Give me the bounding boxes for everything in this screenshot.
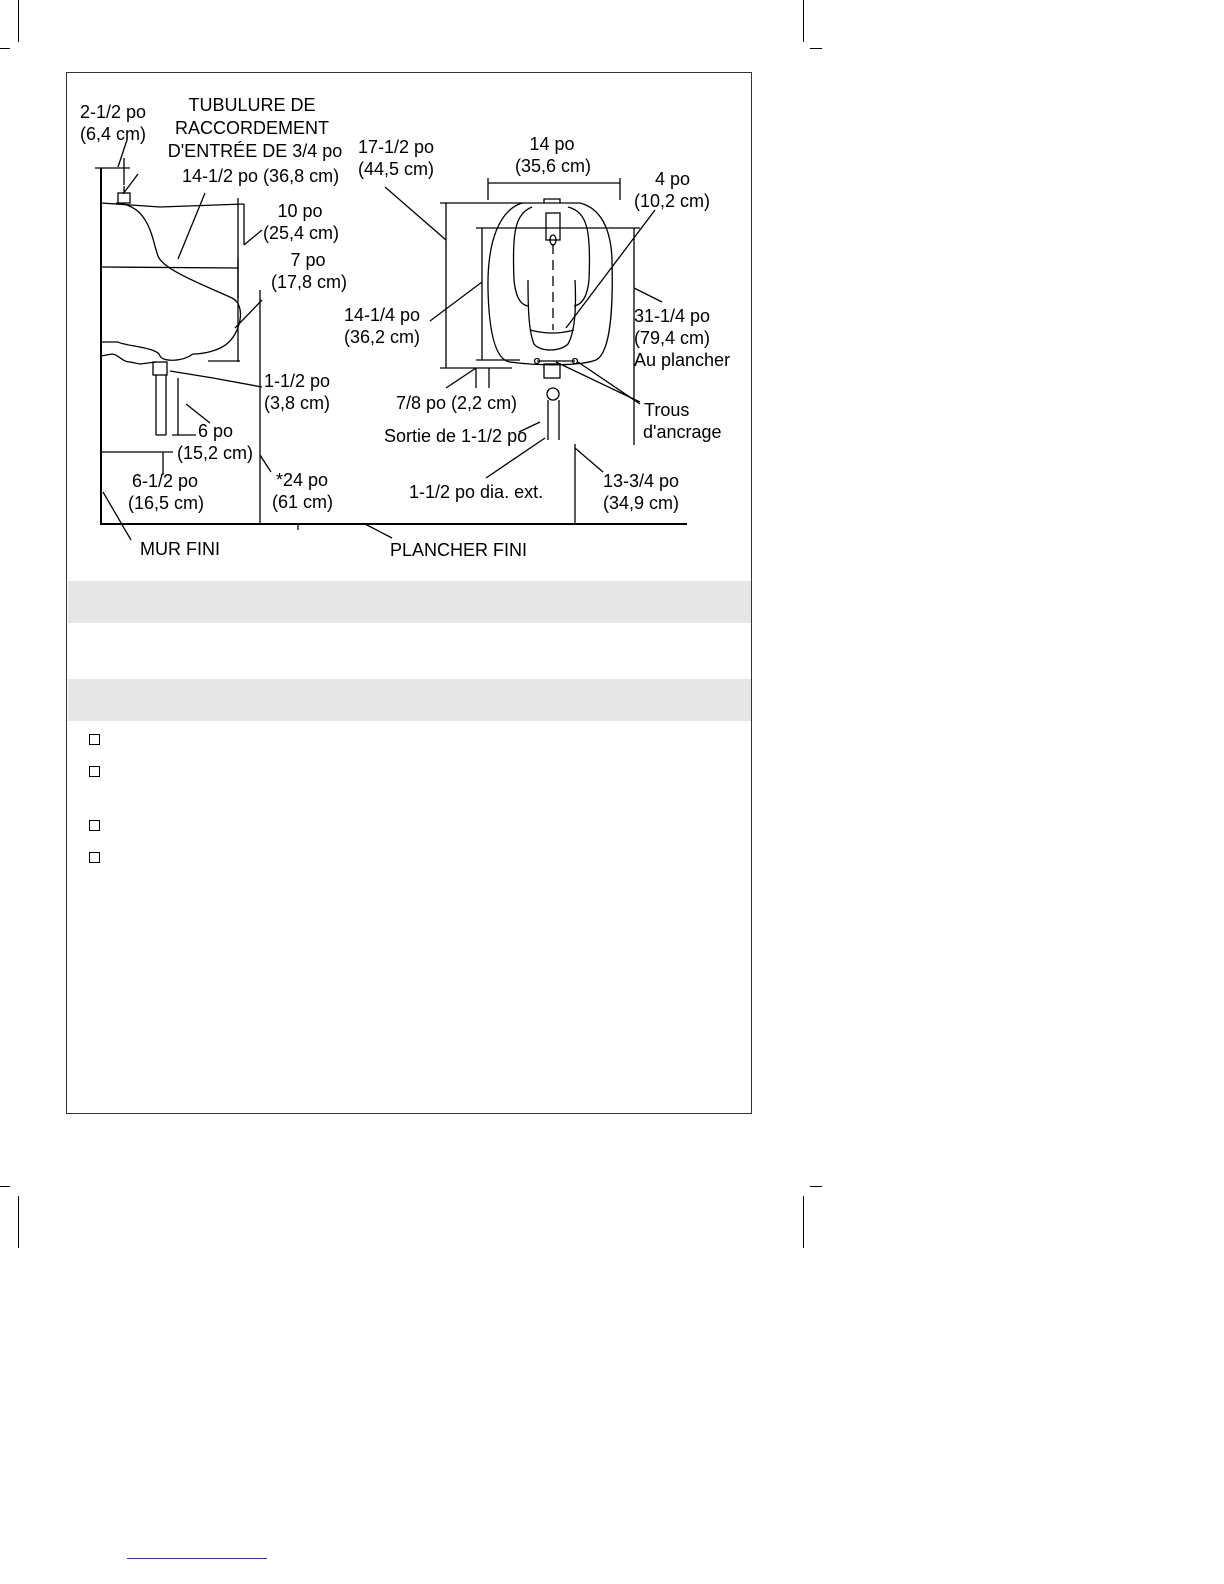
inlet-title: D'ENTRÉE DE 3/4 po [167,141,343,161]
dim-13-75-in: 13-3/4 po [603,471,680,491]
anchor-holes-label: Trous [644,400,690,420]
section-header-band [68,679,751,721]
dim-13-75-cm: (34,9 cm) [603,493,680,513]
dim-7-in: 7 po [290,250,326,270]
dim-6-in: 6 po [198,421,234,441]
dim-14-5: 14-1/2 po (36,8 cm) [182,166,340,186]
dim-6-5-in: 6-1/2 po [132,471,199,491]
dim-14-cm: (35,6 cm) [514,156,592,176]
dim-4-cm: (10,2 cm) [634,191,711,211]
dim-10-cm: (25,4 cm) [262,223,340,243]
dim-1-5-in: 1-1/2 po [264,371,331,391]
finished-floor-label: PLANCHER FINI [390,540,528,560]
section-header-band [68,581,751,623]
dim-14-in: 14 po [529,134,575,154]
crop-mark [810,48,822,49]
checkbox-icon [89,852,100,863]
crop-mark [803,1196,804,1248]
dim-14-25-cm: (36,2 cm) [344,327,421,347]
checkbox-icon [89,766,100,777]
dim-2-5-in: 2-1/2 po [80,102,147,122]
dim-7-8: 7/8 po (2,2 cm) [396,393,518,413]
dim-31-25-in: 31-1/4 po [634,306,711,326]
dim-17-5-in: 17-1/2 po [358,137,435,157]
dim-17-5-cm: (44,5 cm) [358,159,435,179]
crop-mark [803,0,804,42]
dim-14-25-in: 14-1/4 po [344,305,421,325]
dim-31-25-note: Au plancher [634,350,731,370]
dim-24-cm: (61 cm) [272,492,334,512]
outlet-label: Sortie de 1-1/2 po [384,426,528,446]
inlet-title: RACCORDEMENT [174,118,330,138]
anchor-holes-label: d'ancrage [643,422,722,442]
crop-mark [810,1186,822,1187]
dim-10-in: 10 po [277,201,323,221]
dim-6-cm: (15,2 cm) [177,443,254,463]
dim-4-in: 4 po [655,169,691,189]
checkbox-icon [89,820,100,831]
checkbox-icon [89,734,100,745]
crop-mark [0,1186,10,1187]
dim-31-25-cm: (79,4 cm) [634,328,711,348]
dim-24-in: *24 po [276,470,329,490]
dim-7-cm: (17,8 cm) [270,272,348,292]
dim-1-5-cm: (3,8 cm) [264,393,331,413]
crop-mark [0,48,10,49]
urinal-roughin-diagram [68,74,750,579]
dim-2-5-cm: (6,4 cm) [80,124,147,144]
crop-mark [18,1196,19,1248]
side-view-urinal [101,186,244,435]
finished-wall-label: MUR FINI [140,539,220,559]
dim-6-5-cm: (16,5 cm) [128,493,205,513]
crop-mark [18,0,19,42]
footer-link-line [127,1558,267,1559]
outside-diameter-label: 1-1/2 po dia. ext. [409,482,544,502]
inlet-title: TUBULURE DE [188,95,316,115]
